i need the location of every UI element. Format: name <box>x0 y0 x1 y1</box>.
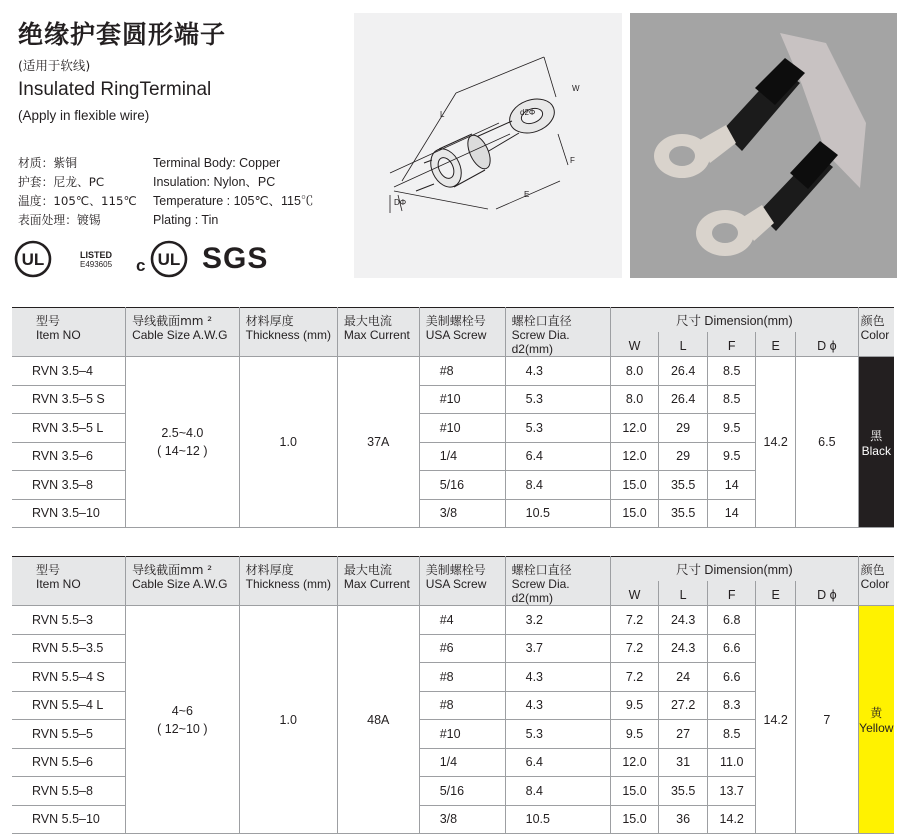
cell-dia: 8.4 <box>505 777 610 806</box>
cell-screw: #4 <box>419 606 505 635</box>
cell-l: 26.4 <box>659 357 708 386</box>
spec-row-temperature <box>18 192 313 211</box>
cell-screw: #10 <box>419 414 505 443</box>
cell-w: 9.5 <box>611 720 659 749</box>
cell-cable <box>126 606 240 834</box>
spec-value: Insulation: Nylon、PC <box>153 175 276 189</box>
label-d2: d2Φ <box>520 108 536 117</box>
spec-table-5-5 <box>12 556 894 834</box>
col-screw-cn: 美制螺栓号 <box>425 314 486 328</box>
cell-w: 12.0 <box>611 748 659 777</box>
col-current-en: Max Current <box>343 328 410 342</box>
cell-screw: #8 <box>419 357 505 386</box>
table-row <box>12 606 894 635</box>
label-w: W <box>572 84 580 93</box>
col-dia-en: Screw Dia. d2(mm) <box>511 577 570 605</box>
cell-screw: #6 <box>419 634 505 663</box>
cell-model: RVN 5.5–5 <box>12 720 126 749</box>
spec-row-material <box>18 154 313 173</box>
certification-logos <box>14 236 269 280</box>
spec-key: 温度：105℃、115℃ <box>18 194 137 208</box>
cell-screw: #10 <box>419 720 505 749</box>
cell-l: 24 <box>659 663 708 692</box>
cell-f: 8.5 <box>708 720 756 749</box>
title-chinese: 绝缘护套圆形端子 <box>18 20 227 49</box>
cell-w: 7.2 <box>611 634 659 663</box>
cell-l: 29 <box>659 442 708 471</box>
listed-mark <box>80 250 112 270</box>
col-d: D ϕ <box>796 332 858 356</box>
subtitle-chinese: (适用于软线) <box>18 58 91 73</box>
col-model-cn: 型号 <box>36 314 61 328</box>
col-thickness-en: Thickness (mm) <box>245 328 331 342</box>
col-color <box>858 557 894 606</box>
cell-l: 35.5 <box>659 499 708 528</box>
listed-number: E493605 <box>80 260 113 269</box>
cell-dia: 4.3 <box>505 691 610 720</box>
col-dia <box>505 308 610 357</box>
col-model <box>12 557 126 606</box>
cell-w: 8.0 <box>611 385 659 414</box>
cell-thickness: 1.0 <box>239 357 337 528</box>
col-dia-cn: 螺栓口直径 <box>511 563 572 577</box>
cell-color-yellow <box>858 606 894 834</box>
listed-label: LISTED <box>80 250 113 260</box>
ul-logo-text: UL <box>21 250 45 269</box>
spec-value: Terminal Body: Copper <box>153 156 281 170</box>
cell-f: 11.0 <box>708 748 756 777</box>
col-dia-cn: 螺栓口直径 <box>511 314 572 328</box>
title-english: Insulated RingTerminal <box>18 79 212 100</box>
cell-w: 7.2 <box>611 663 659 692</box>
cell-model: RVN 3.5–5 S <box>12 385 126 414</box>
label-l: L <box>440 110 445 119</box>
cell-w: 15.0 <box>611 499 659 528</box>
cell-model: RVN 5.5–3.5 <box>12 634 126 663</box>
cell-screw: 5/16 <box>419 471 505 500</box>
color-en: Black <box>861 443 891 458</box>
col-cable-en: Cable Size A.W.G <box>132 577 228 591</box>
col-model-cn: 型号 <box>36 563 61 577</box>
cell-e: 14.2 <box>756 357 796 528</box>
col-dimension: 尺寸 Dimension(mm) <box>611 557 859 582</box>
label-e: E <box>524 190 530 199</box>
col-thickness-cn: 材料厚度 <box>245 563 294 577</box>
col-dia-en: Screw Dia. d2(mm) <box>511 328 570 356</box>
col-cable <box>126 557 240 606</box>
cell-l: 36 <box>659 805 708 834</box>
cul-logo <box>134 240 194 278</box>
cell-dia: 5.3 <box>505 385 610 414</box>
col-dimension: 尺寸 Dimension(mm) <box>611 308 859 333</box>
cell-dia: 5.3 <box>505 720 610 749</box>
cell-f: 6.8 <box>708 606 756 635</box>
col-w: W <box>611 581 659 605</box>
col-color-cn: 颜色 <box>860 563 885 577</box>
cell-dia: 10.5 <box>505 805 610 834</box>
label-f: F <box>570 156 575 165</box>
spec-value: Plating : Tin <box>153 213 219 227</box>
col-current-en: Max Current <box>343 577 410 591</box>
cell-w: 12.0 <box>611 414 659 443</box>
cell-w: 12.0 <box>611 442 659 471</box>
dimension-drawing <box>354 13 622 278</box>
cell-w: 15.0 <box>611 471 659 500</box>
cell-dia: 4.3 <box>505 663 610 692</box>
spec-key: 材质：紫铜 <box>18 156 77 170</box>
cell-cable-size: 4~6 <box>171 703 193 718</box>
cell-f: 13.7 <box>708 777 756 806</box>
cul-logo-text: UL <box>157 250 181 269</box>
cell-dia: 10.5 <box>505 499 610 528</box>
spec-row-insulation <box>18 173 313 192</box>
col-color-en: Color <box>860 577 890 591</box>
cell-screw: 3/8 <box>419 805 505 834</box>
cell-awg: ( 12~10 ) <box>157 721 208 736</box>
col-current <box>337 308 419 357</box>
cell-l: 24.3 <box>659 634 708 663</box>
cell-l: 29 <box>659 414 708 443</box>
col-screw-en: USA Screw <box>425 577 487 591</box>
header <box>18 20 338 124</box>
cell-awg: ( 14~12 ) <box>157 444 208 458</box>
cell-model: RVN 5.5–3 <box>12 606 126 635</box>
spec-table-3-5 <box>12 307 894 528</box>
cell-dia: 8.4 <box>505 471 610 500</box>
col-screw-en: USA Screw <box>425 328 487 342</box>
cell-f: 9.5 <box>708 414 756 443</box>
col-screw-cn: 美制螺栓号 <box>425 563 486 577</box>
cell-dia: 6.4 <box>505 748 610 777</box>
col-color <box>858 308 894 357</box>
color-en: Yellow <box>859 721 894 735</box>
cell-f: 6.6 <box>708 663 756 692</box>
cell-l: 35.5 <box>659 777 708 806</box>
col-e: E <box>756 581 796 605</box>
cell-l: 27.2 <box>659 691 708 720</box>
cell-f: 14 <box>708 499 756 528</box>
cell-l: 31 <box>659 748 708 777</box>
col-model <box>12 308 126 357</box>
cell-model: RVN 5.5–10 <box>12 805 126 834</box>
cell-e: 14.2 <box>756 606 796 834</box>
cul-c-text: c <box>136 256 146 275</box>
cell-model: RVN 5.5–8 <box>12 777 126 806</box>
col-dia <box>505 557 610 606</box>
cell-l: 27 <box>659 720 708 749</box>
col-l: L <box>659 581 708 605</box>
cell-model: RVN 3.5–6 <box>12 442 126 471</box>
cell-l: 26.4 <box>659 385 708 414</box>
col-thickness-cn: 材料厚度 <box>245 314 294 328</box>
cell-w: 7.2 <box>611 606 659 635</box>
col-screw <box>419 308 505 357</box>
cell-w: 8.0 <box>611 357 659 386</box>
spec-value: Temperature : 105℃、115℃ <box>153 194 314 208</box>
cell-screw: 5/16 <box>419 777 505 806</box>
cell-model: RVN 3.5–10 <box>12 499 126 528</box>
col-model-en: Item NO <box>36 577 81 591</box>
col-cable-cn: 导线截面mm ² <box>132 563 213 577</box>
cell-model: RVN 3.5–8 <box>12 471 126 500</box>
cell-f: 8.3 <box>708 691 756 720</box>
label-d: DΦ <box>394 198 407 207</box>
table-row <box>12 357 894 386</box>
col-cable-en: Cable Size A.W.G <box>132 328 228 342</box>
cell-cable <box>126 357 240 528</box>
col-f: F <box>708 332 756 356</box>
terminal-diagram <box>354 13 622 278</box>
cell-d: 7 <box>796 606 858 834</box>
cell-f: 8.5 <box>708 357 756 386</box>
cell-model: RVN 5.5–6 <box>12 748 126 777</box>
col-f: F <box>708 581 756 605</box>
col-color-cn: 颜色 <box>860 314 885 328</box>
cell-model: RVN 3.5–5 L <box>12 414 126 443</box>
cell-dia: 5.3 <box>505 414 610 443</box>
cell-dia: 3.2 <box>505 606 610 635</box>
sgs-logo: SGS <box>202 242 269 275</box>
col-screw <box>419 557 505 606</box>
cell-current: 37A <box>337 357 419 528</box>
ul-logo <box>14 240 54 278</box>
cell-dia: 4.3 <box>505 357 610 386</box>
spec-key: 表面处理：镀锡 <box>18 213 101 227</box>
cell-screw: 1/4 <box>419 748 505 777</box>
col-d: D ϕ <box>796 581 858 605</box>
cell-color-black <box>858 357 894 528</box>
cell-f: 14.2 <box>708 805 756 834</box>
col-thickness-en: Thickness (mm) <box>245 577 331 591</box>
cell-f: 8.5 <box>708 385 756 414</box>
cell-dia: 6.4 <box>505 442 610 471</box>
col-model-en: Item NO <box>36 328 81 342</box>
cell-model: RVN 5.5–4 L <box>12 691 126 720</box>
col-l: L <box>659 332 708 356</box>
cell-l: 24.3 <box>659 606 708 635</box>
col-thickness <box>239 557 337 606</box>
terminal-photo-illustration <box>630 13 897 278</box>
cell-f: 9.5 <box>708 442 756 471</box>
color-cn: 黄 <box>870 706 883 720</box>
cell-model: RVN 3.5–4 <box>12 357 126 386</box>
cell-w: 9.5 <box>611 691 659 720</box>
cell-d: 6.5 <box>796 357 858 528</box>
cell-w: 15.0 <box>611 777 659 806</box>
col-current-cn: 最大电流 <box>343 314 392 328</box>
cell-screw: #8 <box>419 663 505 692</box>
col-w: W <box>611 332 659 356</box>
cell-f: 14 <box>708 471 756 500</box>
cell-screw: 1/4 <box>419 442 505 471</box>
cell-cable-size: 2.5~4.0 <box>161 426 204 440</box>
cell-model: RVN 5.5–4 S <box>12 663 126 692</box>
cell-screw: 3/8 <box>419 499 505 528</box>
subtitle-english: (Apply in flexible wire) <box>18 108 150 123</box>
cell-thickness: 1.0 <box>239 606 337 834</box>
cell-w: 15.0 <box>611 805 659 834</box>
spec-key: 护套：尼龙、PC <box>18 175 105 189</box>
col-cable <box>126 308 240 357</box>
col-e: E <box>756 332 796 356</box>
cell-screw: #8 <box>419 691 505 720</box>
color-cn: 黑 <box>870 428 883 443</box>
spec-row-plating <box>18 211 313 230</box>
col-color-en: Color <box>860 328 890 342</box>
product-photo <box>630 13 897 278</box>
cell-l: 35.5 <box>659 471 708 500</box>
cell-f: 6.6 <box>708 634 756 663</box>
cell-dia: 3.7 <box>505 634 610 663</box>
col-cable-cn: 导线截面mm ² <box>132 314 213 328</box>
cell-screw: #10 <box>419 385 505 414</box>
col-current-cn: 最大电流 <box>343 563 392 577</box>
col-thickness <box>239 308 337 357</box>
col-current <box>337 557 419 606</box>
material-specs <box>18 154 313 230</box>
cell-current: 48A <box>337 606 419 834</box>
